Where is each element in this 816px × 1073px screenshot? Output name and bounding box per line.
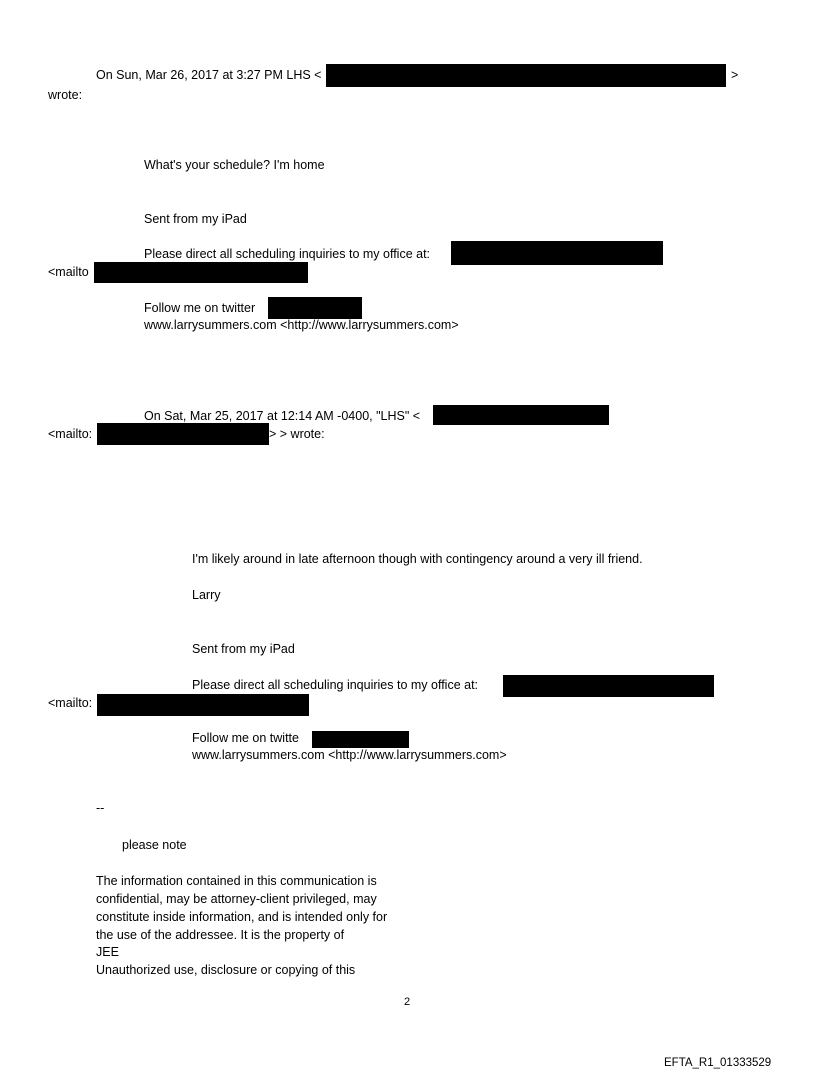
- page-number: 2: [404, 996, 411, 1008]
- website-line: www.larrysummers.com <http://www.larrysummers.com>: [144, 318, 459, 332]
- redaction-bar: [97, 423, 269, 445]
- header-line: On Sat, Mar 25, 2017 at 12:14 AM -0400, "LHS" <: [144, 409, 421, 423]
- redaction-bar: [268, 297, 362, 319]
- disclaimer-line: the use of the addressee. It is the property of: [96, 928, 345, 942]
- redaction-bar: [97, 694, 309, 716]
- redaction-bar: [312, 731, 409, 748]
- bates-number: EFTA_R1_01333529: [664, 1057, 772, 1069]
- redaction-bar: [94, 262, 308, 283]
- note-heading: please note: [122, 838, 187, 852]
- mailto-line: <mailto: [48, 265, 89, 279]
- separator: --: [96, 801, 105, 815]
- twitter-line: Follow me on twitte: [192, 731, 299, 745]
- disclaimer-line: Unauthorized use, disclosure or copying of this: [96, 963, 356, 977]
- signature: Larry: [192, 588, 221, 602]
- twitter-line: Follow me on twitter: [144, 301, 256, 315]
- header-wrote: > > wrote:: [269, 427, 325, 441]
- header-line-end: >: [731, 68, 739, 82]
- redaction-bar: [451, 241, 663, 265]
- message-body: What's your schedule? I'm home: [144, 158, 325, 172]
- disclaimer-line: The information contained in this communication is: [96, 874, 377, 888]
- redaction-bar: [326, 64, 726, 87]
- mailto-line: <mailto:: [48, 696, 93, 710]
- header-wrote: wrote:: [48, 88, 83, 102]
- sent-from-line: Sent from my iPad: [192, 642, 295, 656]
- sent-from-line: Sent from my iPad: [144, 212, 247, 226]
- disclaimer-line: constitute inside information, and is intended only for: [96, 910, 388, 924]
- disclaimer-line: confidential, may be attorney-client privileged, may: [96, 892, 377, 906]
- redaction-bar: [433, 405, 609, 425]
- scheduling-line: Please direct all scheduling inquiries to my office at:: [144, 247, 431, 261]
- website-line: www.larrysummers.com <http://www.larrysummers.com>: [192, 748, 507, 762]
- disclaimer-line: JEE: [96, 945, 119, 959]
- message-body: I'm likely around in late afternoon though with contingency around a very ill friend.: [192, 552, 643, 566]
- header-line: On Sun, Mar 26, 2017 at 3:27 PM LHS <: [96, 68, 322, 82]
- mailto-line: <mailto:: [48, 427, 93, 441]
- redaction-bar: [503, 675, 714, 697]
- scheduling-line: Please direct all scheduling inquiries to my office at:: [192, 678, 479, 692]
